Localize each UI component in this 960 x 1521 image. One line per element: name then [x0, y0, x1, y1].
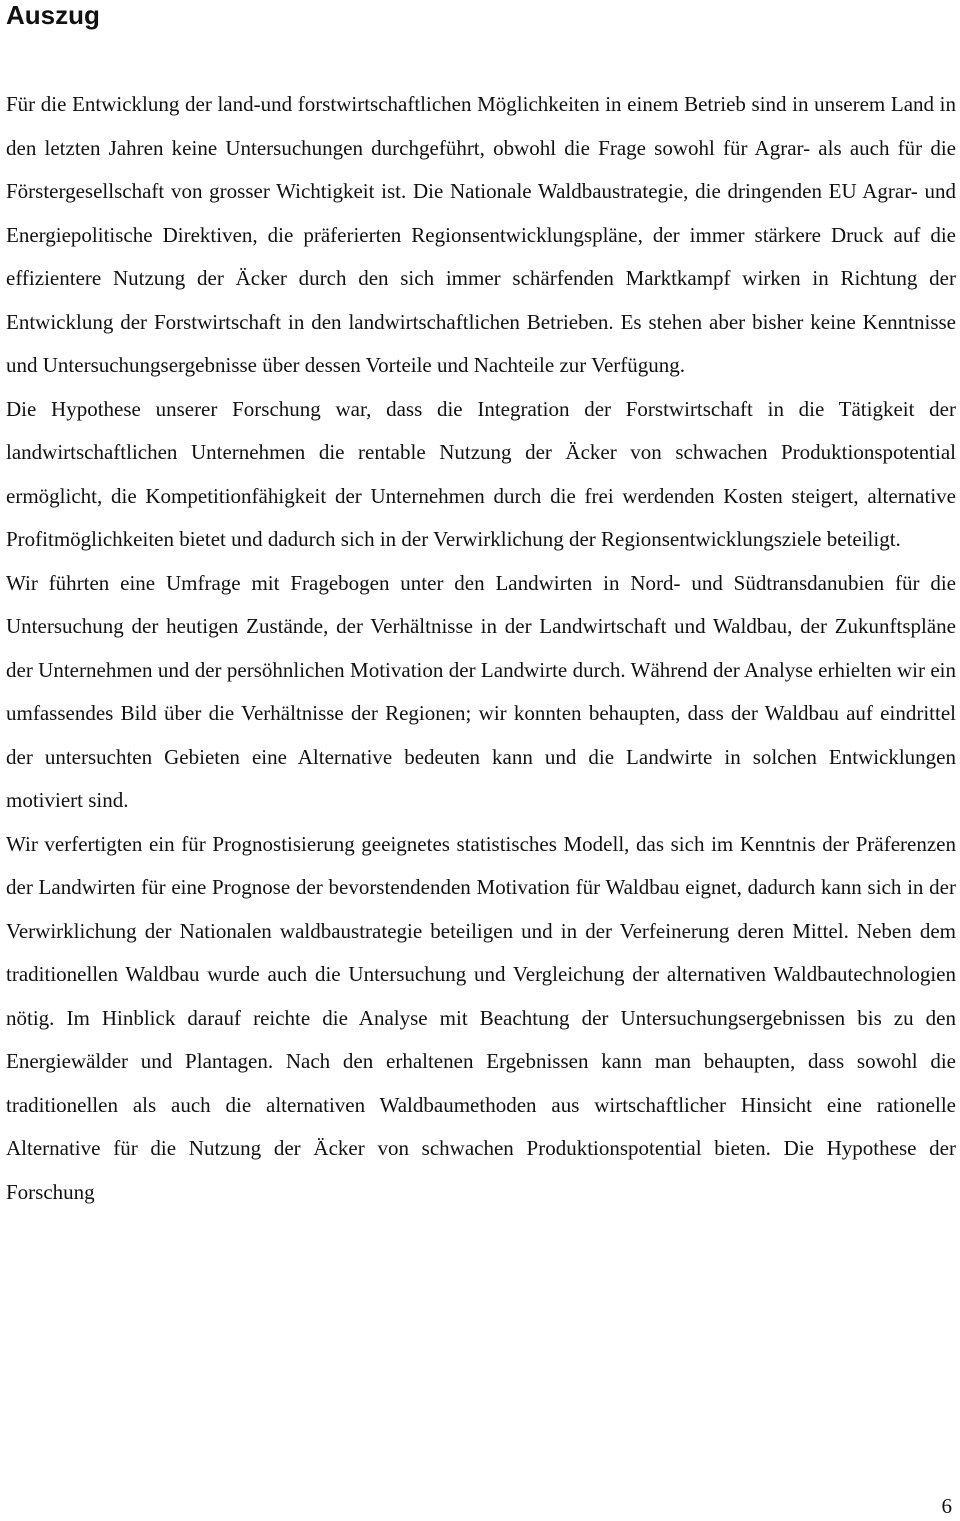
paragraph-3: Wir führten eine Umfrage mit Fragebogen unter den Landwirten in Nord- und Südtransdanubien für die Untersuchung der heutigen Zustände, der Verhältnisse in der Landwirtschaft und Waldbau, der Zukunftspläne der Unternehmen und der persöhnlichen Motivation der Landwirte durch. Während der Analyse erhielten wir ein umfassendes Bild über die Verhältnisse der Regionen; wir konnten behaupten, dass der Waldbau auf eindrittel der untersuchten Gebieten eine Alternative bedeuten kann und die Landwirte in solchen Entwicklungen motiviert sind. — [6, 570, 956, 812]
document-heading: Auszug — [6, 0, 100, 30]
paragraph-2: Die Hypothese unserer Forschung war, dass die Integration der Forstwirtschaft in die Tätigkeit der landwirtschaftlichen Unternehmen die rentable Nutzung der Äcker von schwachen Produktionspotential ermöglicht, die Kompetitionfähigkeit der Unternehmen durch die frei werdenden Kosten steigert, alternative Profitmöglichkeiten bietet und dadurch sich in der Verwirklichung der Regionsentwicklungsziele beteiligt. — [6, 396, 956, 551]
page-number: 6 — [941, 1494, 952, 1518]
paragraph-1: Für die Entwicklung der land-und forstwirtschaftlichen Möglichkeiten in einem Betrieb sind in unserem Land in den letzten Jahren keine Untersuchungen durchgeführt, obwohl die Frage sowohl für Agrar- als auch für die Förstergesellschaft von grosser Wichtigkeit ist. Die Nationale Waldbaustrategie, die dringenden EU Agrar- und Energiepolitische Direktiven, die präferierten Regionsentwicklungspläne, der immer stärkere Druck auf die effizientere Nutzung der Äcker durch den sich immer schärfenden Marktkampf wirken in Richtung der Entwicklung der Forstwirtschaft in den landwirtschaftlichen Betrieben. Es stehen aber bisher keine Kenntnisse und Untersuchungsergebnisse über dessen Vorteile und Nachteile zur Verfügung. — [6, 92, 956, 377]
document-body — [6, 83, 956, 1214]
paragraph-4: Wir verfertigten ein für Prognostisierung geeignetes statistisches Modell, das sich im Kenntnis der Präferenzen der Landwirten für eine Prognose der bevorstendenden Motivation für Waldbau eignet, dadurch kann sich in der Verwirklichung der Nationalen waldbaustrategie beteiligen und in der Verfeinerung deren Mittel. Neben dem traditionellen Waldbau wurde auch die Untersuchung und Vergleichung der alternativen Waldbautechnologien nötig. Im Hinblick darauf reichte die Analyse mit Beachtung der Untersuchungsergebnissen bis zu den Energiewälder und Plantagen. Nach den erhaltenen Ergebnissen kann man behaupten, dass sowohl die traditionellen als auch die alternativen Waldbaumethoden aus wirtschaftlicher Hinsicht eine rationelle Alternative für die Nutzung der Äcker von schwachen Produktionspotential bieten. Die Hypothese der Forschung — [6, 831, 956, 1204]
